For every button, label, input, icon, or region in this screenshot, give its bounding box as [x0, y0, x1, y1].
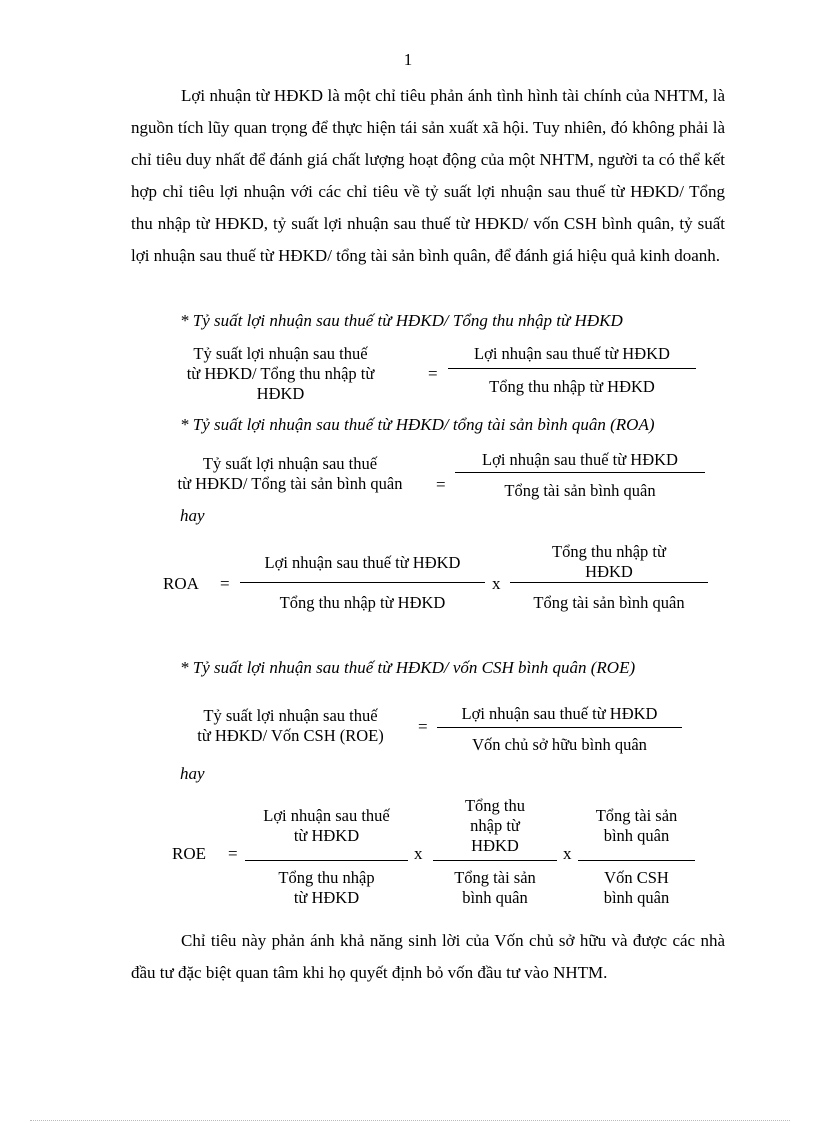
roe-factor3-denominator-line: bình quân: [603, 888, 670, 907]
section1-heading: * Tỷ suất lợi nhuận sau thuế từ HĐKD/ Tổng thu nhập từ HĐKD: [180, 311, 623, 330]
roe-label: ROE: [172, 844, 206, 863]
roe-factor2-numerator: [433, 796, 557, 856]
closing-paragraph-text: Chỉ tiêu này phản ánh khả năng sinh lời của Vốn chủ sở hữu và được các nhà đầu tư đặc biệt quan tâm khi họ quyết định bỏ vốn đầu tư vào NHTM.: [131, 931, 725, 982]
roe-factor1-numerator: [245, 806, 408, 846]
roe-factor2-numerator-line: HĐKD: [471, 836, 519, 855]
roe-times-1: x: [414, 844, 423, 863]
roa-factor2-numerator: [510, 542, 708, 582]
roe-factor3-numerator: [578, 806, 695, 846]
section2-numerator: Lợi nhuận sau thuế từ HĐKD: [482, 450, 678, 469]
roe-factor1-bar: [245, 860, 408, 861]
roa-factor1-denominator: Tổng thu nhập từ HĐKD: [279, 593, 446, 612]
section2-label-line: từ HĐKD/ Tổng tài sản bình quân: [177, 474, 403, 493]
roe-equals: =: [228, 844, 238, 863]
roe-times-2: x: [563, 844, 572, 863]
section2-label: [150, 454, 430, 494]
intro-paragraph: [131, 80, 725, 272]
roe-factor3-numerator-line: bình quân: [603, 826, 670, 845]
roe-factor1-numerator-line: Lợi nhuận sau thuế: [263, 806, 390, 825]
roe-factor3-bar: [578, 860, 695, 861]
roa-factor1-numerator: Lợi nhuận sau thuế từ HĐKD: [264, 553, 461, 572]
roa-label: ROA: [163, 574, 199, 593]
section1-label-line: Tỷ suất lợi nhuận sau thuế: [193, 344, 368, 363]
roe-factor1-numerator-line: từ HĐKD: [293, 826, 360, 845]
section3-label-line: từ HĐKD/ Vốn CSH (ROE): [197, 726, 384, 745]
section3-heading: * Tỷ suất lợi nhuận sau thuế từ HĐKD/ vốn CSH bình quân (ROE): [180, 658, 636, 677]
section1-denominator: Tổng thu nhập từ HĐKD: [489, 377, 655, 396]
roa-factor2-numerator-line: HĐKD: [585, 562, 633, 581]
roe-factor1-denominator-line: từ HĐKD: [293, 888, 360, 907]
roe-factor3-denominator-line: Vốn CSH: [604, 868, 669, 887]
roa-equals: =: [220, 574, 230, 593]
section2-label-line: Tỷ suất lợi nhuận sau thuế: [202, 454, 378, 473]
roe-factor2-denominator-line: Tổng tài sản: [454, 868, 536, 887]
section1-numerator: Lợi nhuận sau thuế từ HĐKD: [474, 344, 670, 363]
section3-numerator: Lợi nhuận sau thuế từ HĐKD: [461, 704, 658, 723]
page-bottom-divider: [30, 1120, 790, 1121]
roa-factor2-numerator-line: Tổng thu nhập từ: [552, 542, 666, 561]
section3-fraction-bar: [437, 727, 682, 728]
roa-factor2-denominator: Tổng tài sản bình quân: [533, 593, 685, 612]
roe-factor1-denominator-line: Tổng thu nhập: [278, 868, 375, 887]
roa-factor1-bar: [240, 582, 485, 583]
section2-heading: * Tỷ suất lợi nhuận sau thuế từ HĐKD/ tổng tài sản bình quân (ROA): [180, 415, 655, 434]
section1-equals: =: [428, 364, 438, 383]
section3-equals: =: [418, 717, 428, 736]
closing-paragraph: [131, 925, 725, 989]
roe-factor2-bar: [433, 860, 557, 861]
roe-factor2-denominator-line: bình quân: [462, 888, 528, 907]
section2-denominator: Tổng tài sản bình quân: [504, 481, 656, 500]
roe-factor2-denominator: [433, 868, 557, 908]
roa-times: x: [492, 574, 501, 593]
roe-factor2-numerator-line: nhập từ: [470, 816, 520, 835]
roe-factor3-numerator-line: Tổng tài sản: [595, 806, 678, 825]
section3-hay: hay: [180, 764, 205, 783]
page-number: 1: [403, 50, 413, 69]
section2-fraction-bar: [455, 472, 705, 473]
section1-label: [168, 344, 393, 404]
roe-factor2-numerator-line: Tổng thu: [464, 796, 526, 815]
section2-equals: =: [436, 475, 446, 494]
roe-factor3-denominator: [578, 868, 695, 908]
section3-label-line: Tỷ suất lợi nhuận sau thuế: [203, 706, 378, 725]
roa-factor2-bar: [510, 582, 708, 583]
intro-paragraph-text: Lợi nhuận từ HĐKD là một chỉ tiêu phản ánh tình hình tài chính của NHTM, là nguồn tích lũy quan trọng để thực hiện tái sản xuất xã hội. Tuy nhiên, đó không phải là chỉ tiêu duy nhất để đánh giá chất lượng hoạt động của một NHTM, người ta có thể kết hợp chỉ tiêu lợi nhuận với các chỉ tiêu về tỷ suất lợi nhuận sau thuế từ HĐKD/ Tổng thu nhập từ HĐKD, tỷ suất lợi nhuận sau thuế từ HĐKD/ vốn CSH bình quân, tỷ suất lợi nhuận sau thuế từ HĐKD/ tổng tài sản bình quân, để đánh giá hiệu quả kinh doanh.: [131, 86, 725, 265]
section1-label-line: từ HĐKD/ Tổng thu nhập từ: [186, 364, 375, 383]
section1-label-line: HĐKD: [256, 384, 305, 403]
section3-denominator: Vốn chủ sở hữu bình quân: [472, 735, 647, 754]
roe-factor1-denominator: [245, 868, 408, 908]
section2-hay: hay: [180, 506, 205, 525]
section1-fraction-bar: [448, 368, 696, 369]
section3-label: [168, 706, 413, 746]
